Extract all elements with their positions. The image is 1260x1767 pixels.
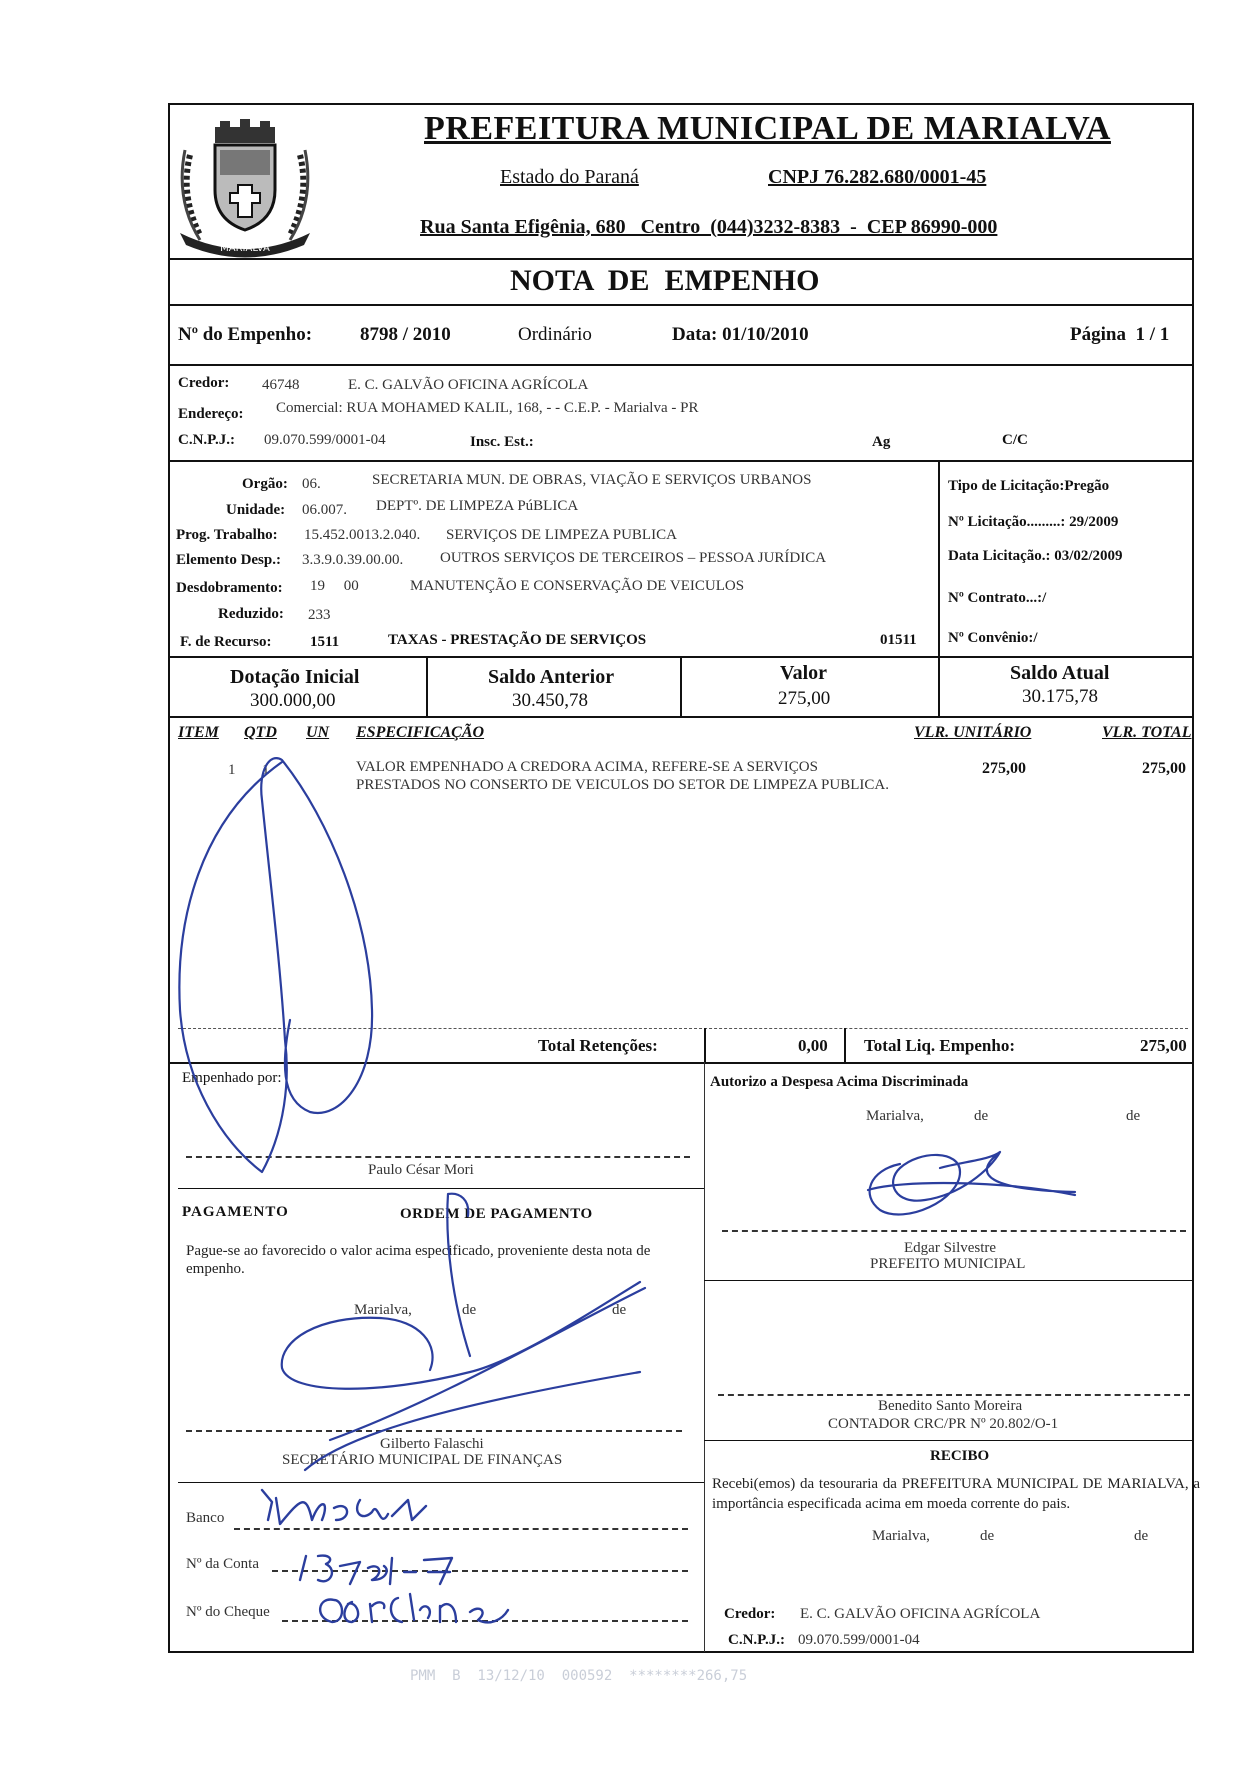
empenho-type: Ordinário — [518, 324, 592, 345]
empenho-page: Página 1 / 1 — [1070, 324, 1170, 345]
licitacao-numero: Nº Licitação.........: 29/2009 — [948, 514, 1119, 530]
orgao-name: SECRETARIA MUN. DE OBRAS, VIAÇÃO E SERVIÇOS URBANOS — [372, 472, 812, 488]
pagamento-de2: de — [612, 1302, 627, 1318]
col-header-un: UN — [306, 724, 330, 741]
header-address: Rua Santa Efigênia, 680 Centro (044)3232-8383 - CEP 86990-000 — [420, 216, 998, 238]
liq-label: Total Liq. Empenho: — [864, 1036, 1015, 1055]
recibo-de1: de — [980, 1528, 995, 1544]
licitacao-tipo: Tipo de Licitação:Pregão — [948, 478, 1110, 494]
ordem-pagamento-label: ORDEM DE PAGAMENTO — [400, 1206, 593, 1222]
recibo-cnpj: 09.070.599/0001-04 — [798, 1632, 920, 1648]
licitacao-contrato: Nº Contrato...:/ — [948, 590, 1047, 606]
credor-code: 46748 — [262, 377, 300, 393]
empenhado-name: Paulo César Mori — [368, 1162, 474, 1178]
autorizo-label: Autorizo a Despesa Acima Discriminada — [710, 1074, 969, 1090]
contador-role: CONTADOR CRC/PR Nº 20.802/O-1 — [828, 1416, 1059, 1432]
recibo-de2: de — [1134, 1528, 1149, 1544]
elemento-label: Elemento Desp.: — [176, 552, 281, 568]
empenho-label: Nº do Empenho: — [178, 324, 313, 345]
credor-cnpj-label: C.N.P.J.: — [178, 432, 235, 448]
pagamento-label: PAGAMENTO — [182, 1204, 289, 1220]
desdobramento-code: 19 00 — [310, 578, 359, 594]
reduzido-value: 233 — [308, 607, 331, 623]
autorizo-de2: de — [1126, 1108, 1141, 1124]
recibo-credor-label: Credor: — [724, 1606, 776, 1622]
saldo-anterior-value: 30.450,78 — [512, 690, 588, 711]
retencoes-value: 0,00 — [798, 1036, 828, 1055]
liq-value: 275,00 — [1140, 1036, 1187, 1055]
unidade-name: DEPTº. DE LIMPEZA PúBLICA — [376, 498, 579, 514]
prog-name: SERVIÇOS DE LIMPEZA PUBLICA — [446, 527, 677, 543]
svg-text:MARIALVA: MARIALVA — [220, 243, 270, 254]
pagamento-city: Marialva, — [354, 1302, 412, 1318]
desdobramento-label: Desdobramento: — [176, 580, 283, 596]
recurso-num: 01511 — [880, 632, 917, 648]
col-header-spec: ESPECIFICAÇÃO — [356, 724, 485, 741]
autorizo-city: Marialva, — [866, 1108, 924, 1124]
pagamento-signer: Gilberto Falaschi — [380, 1436, 484, 1452]
address-label: Endereço: — [178, 406, 244, 422]
prog-code: 15.452.0013.2.040. — [304, 527, 421, 543]
recibo-cnpj-label: C.N.P.J.: — [728, 1632, 785, 1648]
conta-label: Nº da Conta — [186, 1556, 259, 1572]
document-title: NOTA DE EMPENHO — [510, 264, 820, 297]
saldo-anterior-label: Saldo Anterior — [488, 666, 615, 688]
row-total: 275,00 — [1142, 760, 1186, 777]
col-header-qtd: QTD — [244, 724, 277, 741]
row-spec: VALOR EMPENHADO A CREDORA ACIMA, REFERE-SE A SERVIÇOS PRESTADOS NO CONSERTO DE VEICULOS DO SETOR DE LIMPEZA PUBLICA. — [356, 759, 889, 793]
col-header-unit: VLR. UNITÁRIO — [914, 724, 1032, 741]
col-header-item: ITEM — [178, 724, 219, 741]
insc-label: Insc. Est.: — [470, 434, 534, 450]
credor-cnpj: 09.070.599/0001-04 — [264, 432, 386, 448]
footer-stamp: PMM B 13/12/10 000592 ********266,75 — [410, 1668, 748, 1684]
cheque-label: Nº do Cheque — [186, 1604, 270, 1620]
cc-label: C/C — [1002, 432, 1028, 448]
orgao-code: 06. — [302, 476, 321, 492]
autorizo-de1: de — [974, 1108, 989, 1124]
contador-signer: Benedito Santo Moreira — [878, 1398, 1023, 1414]
recurso-label: F. de Recurso: — [180, 634, 272, 650]
dotacao-inicial-value: 300.000,00 — [250, 690, 336, 711]
reduzido-label: Reduzido: — [218, 606, 284, 622]
autorizo-role: PREFEITO MUNICIPAL — [870, 1256, 1026, 1272]
header-title: PREFEITURA MUNICIPAL DE MARIALVA — [424, 110, 1111, 147]
credor-label: Credor: — [178, 375, 230, 391]
unidade-label: Unidade: — [226, 502, 286, 518]
valor-value: 275,00 — [778, 688, 831, 709]
empenhado-label: Empenhado por: — [182, 1070, 282, 1086]
dotacao-inicial-label: Dotação Inicial — [230, 666, 360, 688]
empenho-date: Data: 01/10/2010 — [672, 324, 809, 345]
elemento-name: OUTROS SERVIÇOS DE TERCEIROS – PESSOA JURÍDICA — [440, 550, 827, 566]
unidade-code: 06.007. — [302, 502, 347, 518]
orgao-label: Orgão: — [242, 476, 288, 492]
credor-name: E. C. GALVÃO OFICINA AGRÍCOLA — [348, 377, 589, 393]
pagamento-role: SECRETÁRIO MUNICIPAL DE FINANÇAS — [282, 1452, 563, 1468]
row-unit: 275,00 — [982, 760, 1026, 777]
pagamento-de1: de — [462, 1302, 477, 1318]
header-state: Estado do Paraná — [500, 166, 639, 188]
row-item: 1 — [228, 762, 236, 778]
licitacao-data: Data Licitação.: 03/02/2009 — [948, 548, 1123, 564]
recurso-name: TAXAS - PRESTAÇÃO DE SERVIÇOS — [388, 632, 647, 648]
retencoes-label: Total Retenções: — [538, 1036, 658, 1055]
header-cnpj: CNPJ 76.282.680/0001-45 — [768, 166, 987, 188]
ag-label: Ag — [872, 434, 891, 450]
autorizo-signer: Edgar Silvestre — [904, 1240, 997, 1256]
recibo-city: Marialva, — [872, 1528, 930, 1544]
desdobramento-name: MANUTENÇÃO E CONSERVAÇÃO DE VEICULOS — [410, 578, 745, 594]
credor-address: Comercial: RUA MOHAMED KALIL, 168, - - C.E.P. - Marialva - PR — [276, 400, 699, 416]
saldo-atual-value: 30.175,78 — [1022, 686, 1098, 707]
banco-label: Banco — [186, 1510, 225, 1526]
saldo-atual-label: Saldo Atual — [1010, 662, 1110, 684]
col-header-total: VLR. TOTAL — [1102, 724, 1192, 741]
recibo-title: RECIBO — [930, 1448, 990, 1464]
elemento-code: 3.3.9.0.39.00.00. — [302, 552, 404, 568]
row-qtd: 1 — [262, 762, 270, 778]
pagamento-text: Pague-se ao favorecido o valor acima especificado, proveniente desta nota de empenho. — [186, 1243, 651, 1277]
prog-label: Prog. Trabalho: — [176, 527, 278, 543]
recurso-code: 1511 — [310, 634, 340, 650]
recibo-credor: E. C. GALVÃO OFICINA AGRÍCOLA — [800, 1606, 1041, 1622]
valor-label: Valor — [780, 662, 828, 684]
recibo-text: Recebi(emos) da tesouraria da PREFEITURA MUNICIPAL DE MARIALVA, a importância especificada acima em moeda corrente do pais. — [712, 1476, 1200, 1512]
empenho-number: 8798 / 2010 — [360, 324, 451, 345]
licitacao-convenio: Nº Convênio:/ — [948, 630, 1038, 646]
